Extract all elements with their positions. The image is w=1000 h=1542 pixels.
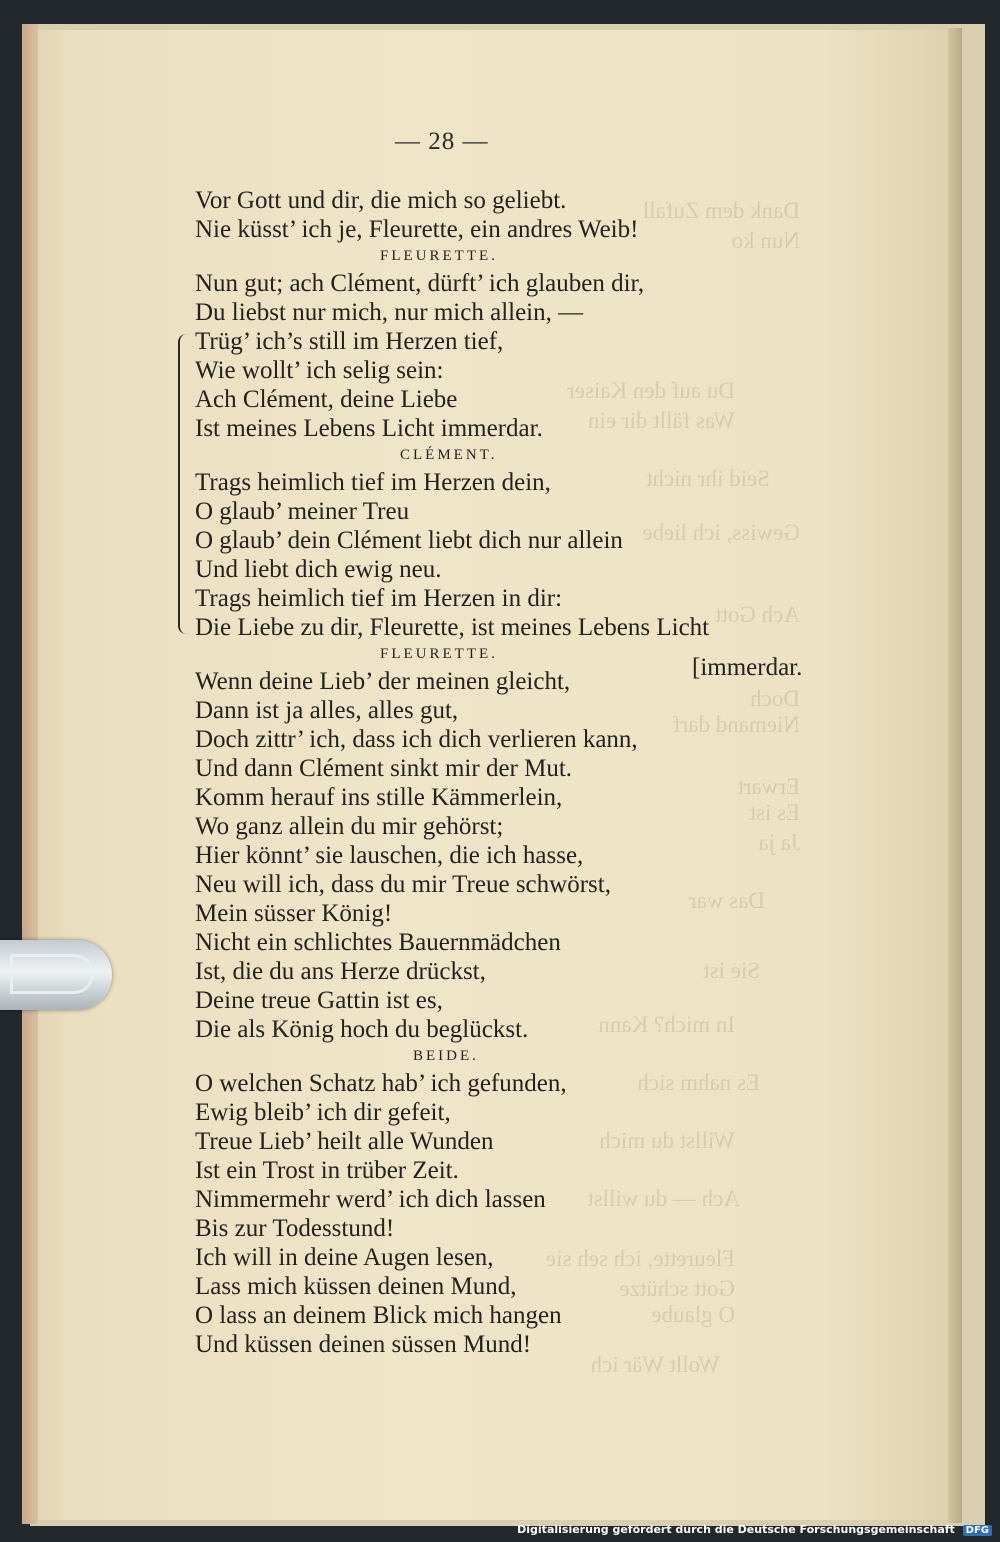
dfg-logo: DFG (963, 1525, 992, 1536)
bleed-through-text: Sie ist (703, 958, 760, 983)
verse-line: Ist meines Lebens Licht immerdar. (195, 415, 543, 442)
verse-line: Und dann Clément sinkt mir der Mut. (195, 755, 573, 782)
verse-line: Trüg’ ich’s still im Herzen tief, (195, 328, 504, 355)
bleed-through-text: Nun ko (731, 228, 800, 253)
verse-line: Dann ist ja alles, alles gut, (195, 697, 459, 724)
verse-line: Und küssen deinen süssen Mund! (195, 1331, 532, 1358)
verse-line: Ich will in deine Augen lesen, (195, 1244, 494, 1271)
verse-line: Nicht ein schlichtes Bauernmädchen (195, 929, 561, 956)
verse-line: Nie küsst’ ich je, Fleurette, ein andres Weib! (195, 216, 639, 243)
page-right-edge (948, 28, 962, 1523)
left-brace (178, 334, 190, 634)
verse-line: Deine treue Gattin ist es, (195, 987, 443, 1014)
verse-line: O welchen Schatz hab’ ich gefunden, (195, 1070, 567, 1097)
continuation-word: [immerdar. (692, 654, 803, 681)
verse-line: O lass an deinem Blick mich hangen (195, 1302, 562, 1329)
verse-line: Neu will ich, dass du mir Treue schwörst, (195, 871, 611, 898)
verse-line: Bis zur Todesstund! (195, 1215, 395, 1242)
verse-line: Vor Gott und dir, die mich so geliebt. (195, 187, 567, 214)
bleed-through-text: Was fällt dir ein (588, 408, 735, 433)
verse-line: Mein süsser König! (195, 900, 393, 927)
verse-line: Lass mich küssen deinen Mund, (195, 1273, 517, 1300)
verse-line: Ist ein Trost in trüber Zeit. (195, 1157, 459, 1184)
verse-text-block (195, 186, 855, 1359)
verse-line: Treue Lieb’ heilt alle Wunden (195, 1128, 494, 1155)
speaker-label: CLÉMENT. (400, 447, 498, 463)
verse-line: Wie wollt’ ich selig sein: (195, 357, 444, 384)
bleed-through-text: Es nahm sich (637, 1070, 760, 1095)
bleed-through-text: Es ist (749, 800, 800, 825)
bleed-through-text: Ach Gott (715, 602, 800, 627)
verse-line: O glaub’ meiner Treu (195, 498, 410, 525)
verse-line: Ach Clément, deine Liebe (195, 386, 458, 413)
verse-line: Und liebt dich ewig neu. (195, 556, 442, 583)
verse-line: Du liebst nur mich, nur mich allein, — (195, 299, 584, 326)
bleed-through-text: In mich? Kann (598, 1012, 735, 1037)
verse-line: Die Liebe zu dir, Fleurette, ist meines Lebens Licht (195, 614, 710, 641)
verse-line: Trags heimlich tief im Herzen in dir: (195, 585, 563, 612)
bleed-through-text: Das war (689, 888, 765, 913)
bleed-through-text: Doch (750, 686, 800, 711)
verse-line: Nun gut; ach Clément, dürft’ ich glauben dir, (195, 270, 645, 297)
verse-line: Trags heimlich tief im Herzen dein, (195, 469, 551, 496)
bleed-through-text: Ach — du willst (587, 1186, 740, 1211)
verse-line: Ewig bleib’ ich dir gefeit, (195, 1099, 451, 1126)
bleed-through-text: Dank dem Zufall (642, 198, 800, 223)
verse-line: O glaub’ dein Clément liebt dich nur allein (195, 527, 623, 554)
verse-line: Komm herauf ins stille Kämmerlein, (195, 784, 563, 811)
verse-line: Die als König hoch du beglückst. (195, 1016, 529, 1043)
verse-line: Wo ganz allein du mir gehörst; (195, 813, 504, 840)
bleed-through-text: Fleurette, ich seh sie (545, 1246, 735, 1271)
bleed-through-text: Wollt Wär ich (590, 1352, 720, 1377)
bleed-through-text: O glaube (651, 1302, 735, 1327)
verse-line: Doch zittr’ ich, dass ich dich verlieren kann, (195, 726, 638, 753)
verse-line: Nimmermehr werd’ ich dich lassen (195, 1186, 546, 1213)
bleed-through-text: Gott schütze (619, 1276, 735, 1301)
bleed-through-text: Gewiss, ich liebe (642, 520, 800, 545)
footer-text: Digitalisierung gefördert durch die Deutsche Forschungsgemeinschaft (517, 1523, 955, 1536)
bleed-through-text: Ja ja (758, 830, 800, 855)
page-left-edge (22, 24, 38, 1524)
verse-line: Wenn deine Lieb’ der meinen gleicht, (195, 668, 571, 695)
bleed-through-text: Erwart (737, 774, 800, 799)
speaker-label: FLEURETTE. (380, 248, 498, 264)
bleed-through-text: Niemand darf (672, 712, 800, 737)
bleed-through-text: Willst du mich (599, 1128, 735, 1153)
verse-line: Hier könnt’ sie lauschen, die ich hasse, (195, 842, 584, 869)
verse-line: Ist, die du ans Herze drückst, (195, 958, 486, 985)
footer-credit (517, 1523, 992, 1536)
speaker-label: FLEURETTE. (380, 646, 498, 662)
paper-clip (0, 940, 112, 1010)
bleed-through-text: Du auf den Kaiser (567, 378, 735, 403)
speaker-label: BEIDE. (413, 1048, 479, 1064)
bleed-through-text: Seid ihr nicht (646, 466, 770, 491)
page-number: — 28 — (395, 128, 489, 155)
